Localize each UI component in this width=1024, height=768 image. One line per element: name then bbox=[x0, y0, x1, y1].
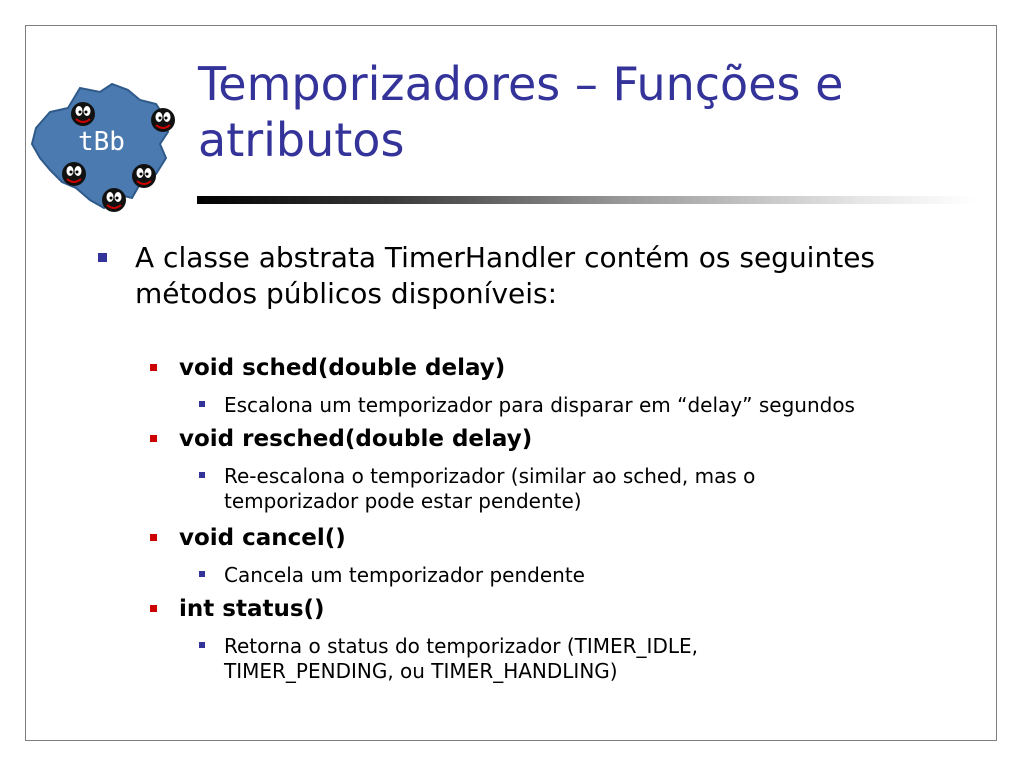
method-signature: int status() bbox=[179, 596, 325, 622]
method-signature: void sched(double delay) bbox=[179, 355, 506, 381]
method-description: Escalona um temporizador para disparar em “delay” segundos bbox=[224, 393, 855, 417]
method-description: Retorna o status do temporizador (TIMER_IDLE, TIMER_PENDING, ou TIMER_HANDLING) bbox=[224, 634, 698, 683]
method-description: Cancela um temporizador pendente bbox=[224, 563, 585, 587]
main-bullet bbox=[98, 240, 958, 312]
method-description-bullet bbox=[199, 563, 959, 588]
method-bullet bbox=[150, 354, 970, 382]
method-bullet bbox=[150, 524, 970, 552]
slide-title: Temporizadores – Funções e atributos bbox=[198, 57, 844, 167]
small-square-bullet-icon bbox=[199, 401, 205, 407]
method-description: Re-escalona o temporizador (similar ao sched, mas o temporizador pode estar pendente) bbox=[224, 464, 756, 513]
red-square-bullet-icon bbox=[150, 364, 157, 371]
red-square-bullet-icon bbox=[150, 605, 157, 612]
small-square-bullet-icon bbox=[199, 642, 205, 648]
red-square-bullet-icon bbox=[150, 534, 157, 541]
method-signature: void cancel() bbox=[179, 525, 346, 551]
main-bullet-text: A classe abstrata TimerHandler contém os seguintes métodos públicos disponíveis: bbox=[135, 241, 876, 310]
method-description-bullet bbox=[199, 634, 819, 684]
small-square-bullet-icon bbox=[199, 571, 205, 577]
method-bullet bbox=[150, 425, 970, 453]
method-description-bullet bbox=[199, 464, 839, 514]
logo-text: tBb bbox=[78, 127, 125, 157]
red-square-bullet-icon bbox=[150, 435, 157, 442]
square-bullet-icon bbox=[98, 253, 107, 262]
method-description-bullet bbox=[199, 393, 959, 418]
small-square-bullet-icon bbox=[199, 472, 205, 478]
method-signature: void resched(double delay) bbox=[179, 426, 533, 452]
method-bullet bbox=[150, 595, 970, 623]
